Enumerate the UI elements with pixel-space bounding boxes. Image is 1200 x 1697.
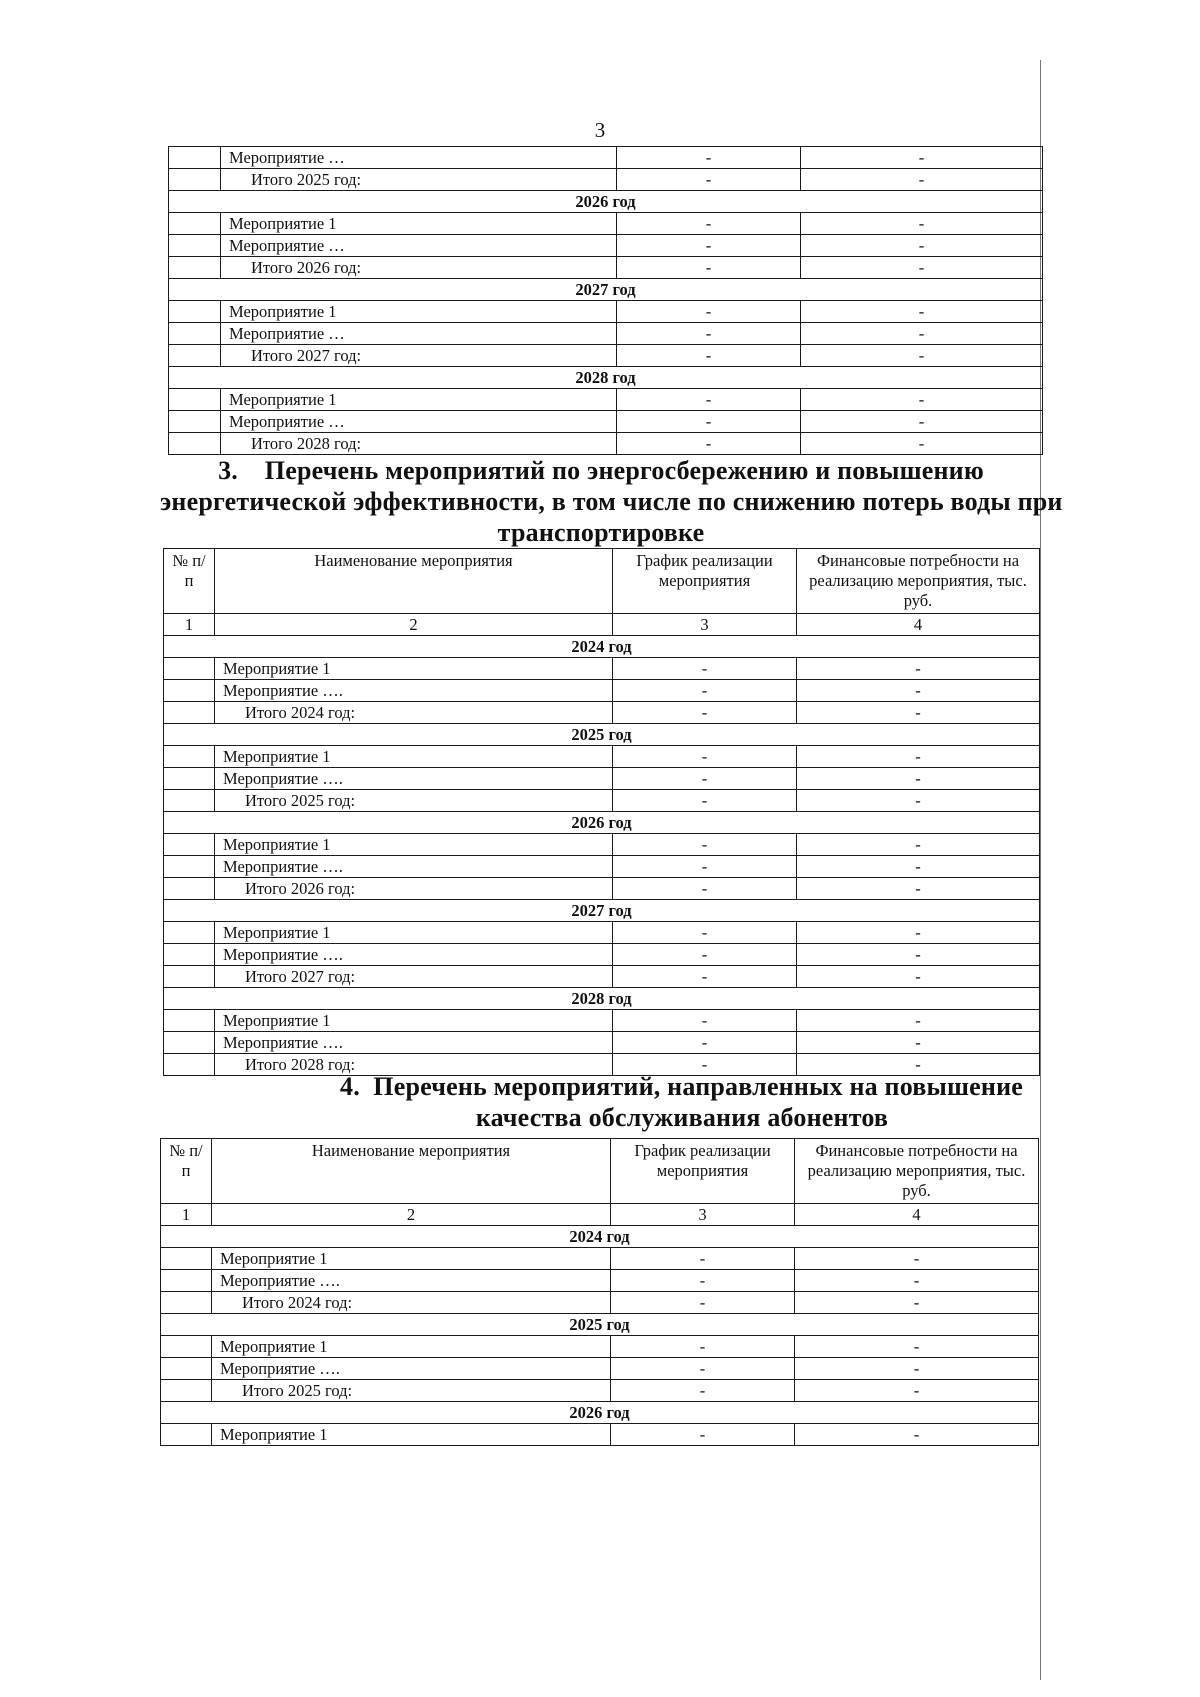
schedule-cell: - <box>611 1358 795 1380</box>
schedule-cell: - <box>611 1292 795 1314</box>
year-row <box>164 724 1040 746</box>
total-label: Итого 2026 год: <box>221 257 617 279</box>
row-number-cell <box>164 1054 215 1076</box>
table-row <box>164 922 1040 944</box>
col-header-number: № п/п <box>161 1139 212 1204</box>
col-header-name: Наименование мероприятия <box>212 1139 611 1204</box>
schedule-cell: - <box>613 702 797 724</box>
finance-cell: - <box>797 856 1040 878</box>
finance-cell: - <box>797 790 1040 812</box>
section-3-heading-line3: транспортировке <box>497 518 705 547</box>
finance-cell: - <box>797 966 1040 988</box>
row-number-cell <box>169 169 221 191</box>
row-number-cell <box>169 433 221 455</box>
schedule-cell: - <box>617 411 801 433</box>
schedule-cell: - <box>617 433 801 455</box>
total-label: Итого 2027 год: <box>221 345 617 367</box>
activity-name: Мероприятие 1 <box>212 1248 611 1270</box>
year-row <box>164 812 1040 834</box>
finance-cell: - <box>801 411 1043 433</box>
schedule-cell: - <box>613 878 797 900</box>
page-number: 3 <box>594 118 606 142</box>
schedule-cell: - <box>611 1248 795 1270</box>
row-number-cell <box>169 323 221 345</box>
section-4-heading <box>340 1071 1023 1133</box>
col-number-4: 4 <box>795 1204 1039 1226</box>
total-row <box>161 1292 1039 1314</box>
total-row <box>164 966 1040 988</box>
col-number-2: 2 <box>215 614 613 636</box>
table-section-4-body <box>161 1226 1039 1446</box>
row-number-cell <box>164 680 215 702</box>
year-row <box>164 988 1040 1010</box>
schedule-cell: - <box>611 1380 795 1402</box>
total-row <box>164 702 1040 724</box>
year-label: 2028 год <box>164 988 1040 1010</box>
schedule-cell: - <box>617 345 801 367</box>
row-number-cell <box>164 790 215 812</box>
table-row <box>169 411 1043 433</box>
row-number-cell <box>161 1358 212 1380</box>
finance-cell: - <box>795 1270 1039 1292</box>
schedule-cell: - <box>613 834 797 856</box>
activity-name: Мероприятие …. <box>212 1270 611 1292</box>
schedule-cell: - <box>613 658 797 680</box>
schedule-cell: - <box>617 301 801 323</box>
activity-name: Мероприятие 1 <box>215 746 613 768</box>
table-row <box>164 680 1040 702</box>
year-row <box>169 279 1043 301</box>
col-number-3: 3 <box>611 1204 795 1226</box>
activity-name: Мероприятие …. <box>215 856 613 878</box>
finance-cell: - <box>797 746 1040 768</box>
year-label: 2027 год <box>164 900 1040 922</box>
year-row <box>169 367 1043 389</box>
row-number-cell <box>164 922 215 944</box>
row-number-cell <box>164 1010 215 1032</box>
finance-cell: - <box>795 1336 1039 1358</box>
schedule-cell: - <box>611 1336 795 1358</box>
total-label: Итого 2024 год: <box>215 702 613 724</box>
year-row <box>161 1314 1039 1336</box>
finance-cell: - <box>797 680 1040 702</box>
col-number-2: 2 <box>212 1204 611 1226</box>
activity-name: Мероприятие 1 <box>215 922 613 944</box>
schedule-cell: - <box>613 768 797 790</box>
table-row <box>164 856 1040 878</box>
finance-cell: - <box>795 1248 1039 1270</box>
activity-name: Мероприятие 1 <box>221 213 617 235</box>
finance-cell: - <box>801 147 1043 169</box>
year-row <box>169 191 1043 213</box>
schedule-cell: - <box>617 389 801 411</box>
table-row <box>169 213 1043 235</box>
activity-name: Мероприятие …. <box>215 680 613 702</box>
total-label: Итого 2028 год: <box>221 433 617 455</box>
table-section-4 <box>160 1138 1039 1446</box>
table-row <box>164 768 1040 790</box>
schedule-cell: - <box>617 169 801 191</box>
row-number-cell <box>164 878 215 900</box>
table-row <box>169 235 1043 257</box>
table-row <box>161 1358 1039 1380</box>
schedule-cell: - <box>617 323 801 345</box>
activity-name: Мероприятие …. <box>215 944 613 966</box>
row-number-cell <box>164 856 215 878</box>
col-header-schedule: График реализации мероприятия <box>613 549 797 614</box>
row-number-cell <box>169 147 221 169</box>
finance-cell: - <box>795 1358 1039 1380</box>
activity-name: Мероприятие 1 <box>215 658 613 680</box>
finance-cell: - <box>797 702 1040 724</box>
schedule-cell: - <box>613 944 797 966</box>
row-number-cell <box>164 944 215 966</box>
row-number-cell <box>164 702 215 724</box>
table-row <box>169 301 1043 323</box>
row-number-cell <box>169 389 221 411</box>
row-number-cell <box>169 301 221 323</box>
activity-name: Мероприятие 1 <box>221 301 617 323</box>
schedule-cell: - <box>613 966 797 988</box>
table-row <box>164 746 1040 768</box>
row-number-cell <box>169 213 221 235</box>
schedule-cell: - <box>617 213 801 235</box>
total-label: Итого 2027 год: <box>215 966 613 988</box>
row-number-cell <box>169 235 221 257</box>
schedule-cell: - <box>613 790 797 812</box>
table-continuation-body <box>169 147 1043 455</box>
row-number-cell <box>169 257 221 279</box>
total-label: Итого 2025 год: <box>215 790 613 812</box>
section-4-heading-line2: качества обслуживания абонентов <box>475 1103 889 1132</box>
finance-cell: - <box>797 1010 1040 1032</box>
total-label: Итого 2025 год: <box>221 169 617 191</box>
total-row <box>161 1380 1039 1402</box>
row-number-cell <box>161 1380 212 1402</box>
row-number-cell <box>161 1424 212 1446</box>
year-label: 2028 год <box>169 367 1043 389</box>
year-label: 2024 год <box>161 1226 1039 1248</box>
total-label: Итого 2025 год: <box>212 1380 611 1402</box>
year-row <box>164 636 1040 658</box>
activity-name: Мероприятие …. <box>212 1358 611 1380</box>
year-label: 2024 год <box>164 636 1040 658</box>
activity-name: Мероприятие … <box>221 147 617 169</box>
table-row <box>161 1424 1039 1446</box>
col-header-finance: Финансовые потребности на реализацию мероприятия, тыс. руб. <box>795 1139 1039 1204</box>
row-number-cell <box>164 1032 215 1054</box>
activity-name: Мероприятие 1 <box>215 1010 613 1032</box>
activity-name: Мероприятие …. <box>215 1032 613 1054</box>
table-row <box>161 1270 1039 1292</box>
section-3-heading-line2: энергетической эффективности, в том числе по снижению потерь воды при <box>160 487 1063 516</box>
activity-name: Мероприятие … <box>221 411 617 433</box>
row-number-cell <box>169 345 221 367</box>
total-row <box>169 433 1043 455</box>
table-section-3 <box>163 548 1040 1076</box>
finance-cell: - <box>801 389 1043 411</box>
finance-cell: - <box>801 345 1043 367</box>
col-header-schedule: График реализации мероприятия <box>611 1139 795 1204</box>
year-row <box>161 1226 1039 1248</box>
finance-cell: - <box>797 1054 1040 1076</box>
year-label: 2025 год <box>164 724 1040 746</box>
finance-cell: - <box>801 301 1043 323</box>
row-number-cell <box>164 658 215 680</box>
schedule-cell: - <box>613 922 797 944</box>
total-label: Итого 2024 год: <box>212 1292 611 1314</box>
total-label: Итого 2026 год: <box>215 878 613 900</box>
activity-name: Мероприятие 1 <box>221 389 617 411</box>
year-label: 2026 год <box>164 812 1040 834</box>
finance-cell: - <box>795 1380 1039 1402</box>
total-row <box>169 257 1043 279</box>
schedule-cell: - <box>613 680 797 702</box>
finance-cell: - <box>797 1032 1040 1054</box>
schedule-cell: - <box>613 1032 797 1054</box>
table-row <box>161 1248 1039 1270</box>
activity-name: Мероприятие …. <box>215 768 613 790</box>
row-number-cell <box>169 411 221 433</box>
finance-cell: - <box>797 944 1040 966</box>
table-row <box>164 1032 1040 1054</box>
finance-cell: - <box>797 922 1040 944</box>
table-continuation <box>168 146 1043 455</box>
finance-cell: - <box>801 323 1043 345</box>
year-label: 2026 год <box>169 191 1043 213</box>
table-row <box>161 1336 1039 1358</box>
activity-name: Мероприятие 1 <box>212 1336 611 1358</box>
activity-name: Мероприятие … <box>221 235 617 257</box>
year-label: 2027 год <box>169 279 1043 301</box>
section-3-heading <box>160 455 1063 548</box>
col-header-name: Наименование мероприятия <box>215 549 613 614</box>
row-number-cell <box>161 1292 212 1314</box>
finance-cell: - <box>801 257 1043 279</box>
finance-cell: - <box>797 878 1040 900</box>
total-row <box>164 790 1040 812</box>
schedule-cell: - <box>617 235 801 257</box>
total-row <box>164 878 1040 900</box>
year-label: 2025 год <box>161 1314 1039 1336</box>
row-number-cell <box>164 966 215 988</box>
finance-cell: - <box>795 1424 1039 1446</box>
year-row <box>161 1402 1039 1424</box>
schedule-cell: - <box>611 1270 795 1292</box>
table-row <box>164 944 1040 966</box>
finance-cell: - <box>795 1292 1039 1314</box>
table-row <box>169 323 1043 345</box>
table-row <box>164 658 1040 680</box>
row-number-cell <box>164 746 215 768</box>
table-row <box>169 389 1043 411</box>
activity-name: Мероприятие … <box>221 323 617 345</box>
finance-cell: - <box>801 433 1043 455</box>
col-number-3: 3 <box>613 614 797 636</box>
col-number-1: 1 <box>164 614 215 636</box>
finance-cell: - <box>801 169 1043 191</box>
col-number-4: 4 <box>797 614 1040 636</box>
col-number-1: 1 <box>161 1204 212 1226</box>
finance-cell: - <box>801 213 1043 235</box>
activity-name: Мероприятие 1 <box>212 1424 611 1446</box>
schedule-cell: - <box>613 856 797 878</box>
schedule-cell: - <box>613 1010 797 1032</box>
table-section-3-body <box>164 636 1040 1076</box>
total-row <box>169 169 1043 191</box>
year-label: 2026 год <box>161 1402 1039 1424</box>
table-section-3-header <box>164 549 1040 636</box>
row-number-cell <box>164 834 215 856</box>
total-label: Итого 2028 год: <box>215 1054 613 1076</box>
row-number-cell <box>164 768 215 790</box>
year-row <box>164 900 1040 922</box>
table-row <box>169 147 1043 169</box>
section-3-heading-line1: 3. Перечень мероприятий по энергосбережению и повышению <box>218 456 984 485</box>
col-header-number: № п/п <box>164 549 215 614</box>
schedule-cell: - <box>617 147 801 169</box>
col-header-finance: Финансовые потребности на реализацию мероприятия, тыс. руб. <box>797 549 1040 614</box>
schedule-cell: - <box>617 257 801 279</box>
total-row <box>169 345 1043 367</box>
row-number-cell <box>161 1336 212 1358</box>
schedule-cell: - <box>613 746 797 768</box>
finance-cell: - <box>801 235 1043 257</box>
table-row <box>164 1010 1040 1032</box>
section-4-heading-line1: 4. Перечень мероприятий, направленных на повышение <box>340 1072 1023 1101</box>
finance-cell: - <box>797 658 1040 680</box>
schedule-cell: - <box>613 1054 797 1076</box>
row-number-cell <box>161 1248 212 1270</box>
finance-cell: - <box>797 768 1040 790</box>
table-row <box>164 834 1040 856</box>
row-number-cell <box>161 1270 212 1292</box>
activity-name: Мероприятие 1 <box>215 834 613 856</box>
finance-cell: - <box>797 834 1040 856</box>
table-section-4-header <box>161 1139 1039 1226</box>
schedule-cell: - <box>611 1424 795 1446</box>
